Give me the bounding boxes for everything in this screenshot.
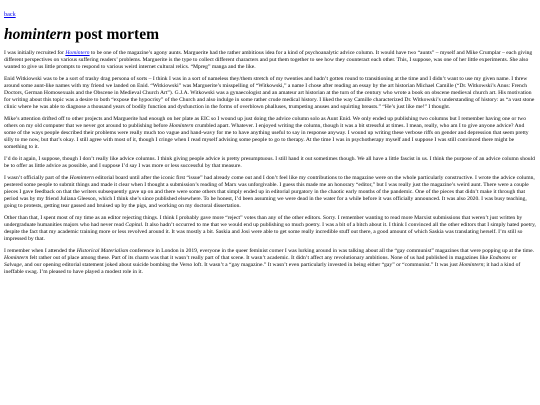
paragraph-text: Mike’s attention drifted off to other projects and Marguerite had enough on her plate as EIC so I wound up just doing the advice column solo as Aunt Enid. We only ended up publishing two columns but I remember having one or two others on my old computer that we never got around to publishing before [4,116,526,129]
paragraph-text: Enid Witkiowski was to be a sort of trashy drag persona of sorts – I think I was in a sort of nameless they/them stretch of my twenties and hadn’t gotten round to transitioning at the time and I didn’t want to use my given name. I threw around some aunt-like names with my friend we landed on Enid. “Witkiowski” was Marguerite’s misspelling of “Witkowski,” a name I chose after reading an essay by the art historian Michael Camille (“Dr. Witkowski’s Anus: French Doctors, German Homosexuals and the Obscene in Medieval Church Art”). G.J.A. Witkowski was a gynaecologist and an amateur art historian at the turn of the century who wrote a book on obscene medieval church art. His motivation for writing about this topic was a desire to both “expose the hypocrisy” of the Church and also indulge in some rather crude medical history. I liked the way Camille characterized Dr. Witkowski’s understanding of history: as “a vast stone clinic where he was able to diagnose a thousand years of bodily function and dysfunction in the forms of overblown phalluses, trumpeting anuses and squirting breasts.” “He’s just like me!” I thought. [4,76,535,110]
article-paragraph [4,50,536,71]
article-paragraph [4,215,536,243]
article-paragraph [4,248,536,276]
paragraph-text: editorial board until after the iconic first “issue” had already come out and I don’t feel like my contributions to the magazine were on the whole particularly constructive. I wrote the advice column, pestered some people to submit things and made it clear when I thought a submission’s reading of Marx was unforgivable. I guess this made me an honorary “editor,” but I was really just the magazine’s weird aunt. There were a couple pieces I gave feedback on that the writers subsequently gave up on and there were some others that simply ended up in editorial purgatory in the chaotic early months of the pandemic. One of the pieces that didn’t make it through that period was by my friend Juliana Gleeson, which I think she’s since published elsewhere. To be honest, I’d been assuming we were dead in the water for a while before it was officially announced. It was also 2020. I was busy teaching, going to protests, getting tear gassed and bruised up by the pigs, and working on my doctoral dissertation. [4,175,535,209]
paragraph-text: felt rather out of place among these. Part of its charm was that it wasn’t really part of that scene. It wasn’t academic. It didn’t affect any revolutionary ambitions. None of us had published in magazines like [28,254,490,261]
italic-text: Homintern [69,175,94,182]
italic-text: Homintern [459,261,484,268]
italic-text: Historical Materialism [76,248,129,254]
paragraph-text: or [510,254,517,261]
paragraph-text: conference in London in 2019, everyone in the queer feminist corner I was lurking around in was talking about all the “gay communist” magazines that were popping up at the time. [128,248,535,254]
back-link[interactable]: back [4,11,16,18]
paragraph-text: crumbled apart. Whatever. I enjoyed writing the column, though it was a bit stressful at times. I mean, really, who am I to give anyone advice? And some of the ways people described their problems were really much too vague and hand-wavy for me to have anything useful to say in response anyway. I wound up writing these verbose riffs on gender and depression that seem pretty silly to me now, but that’s okay. I still agree with most of it, though I cringe when I read myself advising some people to go to therapy. At the time I was in psychotherapy myself and I suppose I was still convinced there might be something to it. [4,122,529,150]
homintern-link[interactable]: Homintern [65,50,90,56]
article-body [4,50,536,276]
paragraph-text: , and our opening editorial statement joked about suicide bombing the Verso loft. It wasn’t a “gay magazine.” It wasn’t even particularly invested in being either “gay” or “communist.” It was just [21,261,460,268]
page-title-rest: post mortem [71,26,160,43]
page-title [4,26,536,44]
paragraph-text: I remember when I attended the [4,248,77,254]
page-title-italic: homintern [4,26,72,43]
paragraph-text: . It also hadn’t occurred to me that we would end up publishing so much poetry. I was a bit of a bitch about it. I think I convinced all the other editors that I simply hated poetry, despite the fact that my academic training more or less revolved around it. It was mostly a bit. Saskia and Josi were able to get some really incredible stuff out there, a good amount of which Saskia was translating herself. I’m still so impressed by that. [4,221,536,242]
paragraph-text: I was initially recruited for [4,50,66,56]
article-paragraph [4,156,536,170]
italic-text: Capital [125,221,143,228]
italic-text: Endnotes [489,254,511,261]
paragraph-text: ; it had a kind of ineffable swag. I’m pleased to have played a modest role in it. [4,261,521,275]
italic-text: Homintern [4,254,29,261]
article-paragraph [4,116,536,151]
article-paragraph [4,76,536,111]
paragraph-text: Other than that, I spent most of my time as an editor rejecting things. I think I probably gave more “reject” votes than any of the other editors. Sorry. I remember wanting to read more Marxist submissions that weren’t just written by undergraduate humanities majors who had never read [4,215,523,228]
italic-text: Salvage [4,261,22,268]
paragraph-text: I wasn’t officially part of the [4,175,70,182]
paragraph-text: to be one of the magazine’s agony aunts. Marguerite had the rather ambitious idea for a kind of psychoanalytic advice column. It would have two “aunts” – myself and Mike Crumplar – each giving different perspectives on various suffering readers’ problems. Marguerite is the type to collect different characters and put them together to see how they counteract each other. This, I suppose, was one of her little experiments. She also wanted to give us little prompts to respond to various weird internet cultural relics. “Mpreg” manga and the like. [4,50,533,70]
italic-text: Homintern [169,122,194,129]
article-paragraph [4,175,536,210]
paragraph-text: I’d do it again, I suppose, though I don’t really like advice columns. I think giving people advice is pretty presumptuous. I still hand it out sometimes though. We all have a little fascist in us. I think the purpose of an advice column should be to offer as little advice as possible, and I suppose I’d say I was more or less successful by that measure. [4,155,535,169]
